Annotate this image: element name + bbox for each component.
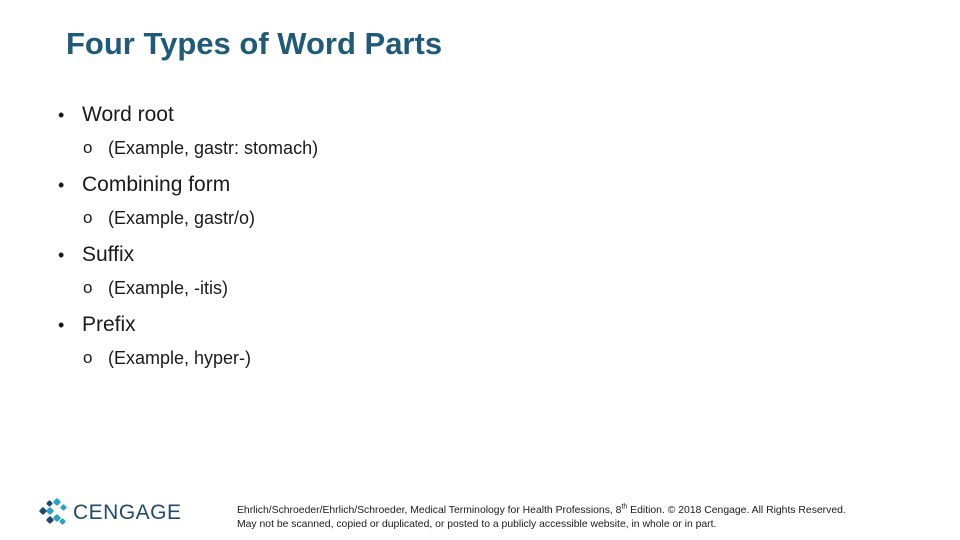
sub-bullet-example xyxy=(58,344,318,380)
sub-bullet-text: (Example, gastr: stomach) xyxy=(108,138,319,158)
list-item xyxy=(58,100,318,170)
copyright-footer xyxy=(237,504,846,532)
sub-bullet-text: (Example, hyper-) xyxy=(108,348,252,368)
list-item xyxy=(58,170,318,240)
bullet-label: Prefix xyxy=(82,313,136,336)
list-item xyxy=(58,310,318,380)
bullet-icon: • xyxy=(58,315,65,335)
circle-bullet-icon: o xyxy=(83,208,93,227)
sub-bullet-example xyxy=(58,274,318,310)
logo-wordmark: CENGAGE xyxy=(73,501,182,524)
footer-line-2: May not be scanned, copied or duplicated, or posted to a publicly accessible website, in whole or in part. xyxy=(237,519,717,530)
circle-bullet-icon: o xyxy=(83,278,93,297)
cengage-logo xyxy=(37,498,182,528)
circle-bullet-icon: o xyxy=(83,348,93,367)
footer-line-1 xyxy=(237,504,846,518)
sub-bullet-example xyxy=(58,204,318,240)
bullet-suffix xyxy=(58,240,318,274)
list-item xyxy=(58,240,318,310)
cengage-mark-icon xyxy=(37,498,67,528)
footer-line-1-text: Ehrlich/Schroeder/Ehrlich/Schroeder, Medical Terminology for Health Professions, 8 xyxy=(237,505,622,516)
bullet-label: Word root xyxy=(82,103,174,126)
footer-superscript: th xyxy=(621,503,628,511)
bullet-icon: • xyxy=(58,105,65,125)
sub-bullet-text: (Example, gastr/o) xyxy=(108,208,256,228)
sub-bullet-example xyxy=(58,134,318,170)
bullet-prefix xyxy=(58,310,318,344)
bullet-word-root xyxy=(58,100,318,134)
bullet-combining-form xyxy=(58,170,318,204)
sub-bullet-text: (Example, -itis) xyxy=(108,278,229,298)
footer-line-1-tail: Edition. © 2018 Cengage. All Rights Reserved. xyxy=(627,505,846,516)
bullet-icon: • xyxy=(58,245,65,265)
slide-title: Four Types of Word Parts xyxy=(66,26,443,61)
circle-bullet-icon: o xyxy=(83,138,93,157)
bullet-label: Combining form xyxy=(82,173,231,196)
bullet-list xyxy=(58,100,318,380)
bullet-icon: • xyxy=(58,175,65,195)
bullet-label: Suffix xyxy=(82,243,135,266)
